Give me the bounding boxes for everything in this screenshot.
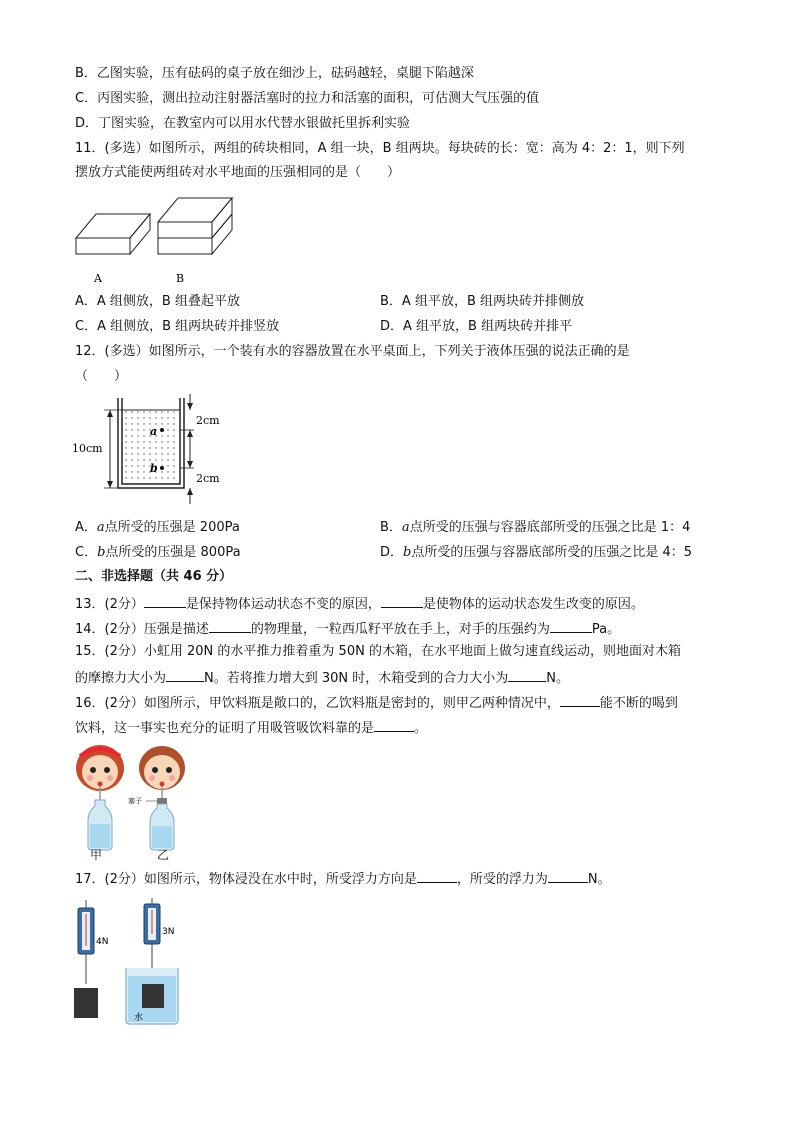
boy-drinking-illustration [128, 746, 185, 850]
q11-option-c: C．A 组侧放，B 组两块砖并排竖放 [75, 319, 280, 334]
container-figure [70, 392, 230, 512]
brick-label-b: B [176, 272, 185, 285]
point-a [160, 428, 164, 432]
point-a-label: a [150, 425, 158, 438]
q16-blank-1[interactable] [560, 692, 600, 707]
q16-blank-2[interactable] [374, 717, 414, 732]
q11-stem-line1: 11．(多选）如图所示，两组的砖块相同，A 组一块，B 组两块。每块砖的长：宽：高为 4：2：1，则下列 [75, 141, 685, 156]
q14-blank-2[interactable] [550, 618, 592, 633]
q12-option-c: C．b点所受的压强是 800Pa [75, 545, 241, 560]
point-b-label: b [150, 462, 158, 475]
spring-scale-figure [68, 896, 193, 1028]
q15-blank-1[interactable] [166, 667, 204, 682]
reading-left: 4N [96, 937, 109, 947]
q17-blank-1[interactable] [417, 868, 457, 883]
q10-option-d: D．丁图实验，在教室内可以用水代替水银做托里拆利实验 [75, 116, 411, 131]
brick-figure [72, 192, 242, 287]
drinking-figure [68, 740, 198, 865]
stopper-label: 塞子 [128, 797, 142, 805]
q12-stem-line2: （ ） [75, 369, 128, 384]
spring-scale-right [126, 898, 178, 1024]
q15-line2: 的摩擦力大小为 N。若将推力增大到 30N 时，木箱受到的合力大小为 N。 [75, 667, 569, 688]
reading-right: 3N [162, 927, 175, 937]
q14: 14．(2分）压强是描述 的物理量，一粒西瓜籽平放在手上，对手的压强约为 Pa。 [75, 618, 620, 639]
point-b [160, 466, 164, 470]
q12-option-a: A．a点所受的压强是 200Pa [75, 520, 240, 535]
q15-blank-2[interactable] [508, 667, 546, 682]
q10-option-c: C．丙图实验，测出拉动注射器活塞时的拉力和活塞的面积，可估测大气压强的值 [75, 91, 540, 106]
girl-drinking-illustration [76, 745, 124, 850]
q12-option-b: B．a点所受的压强与容器底部所受的压强之比是 1：4 [380, 520, 691, 535]
q13: 13．(2分） 是保持物体运动状态不变的原因， 是使物体的运动状态发生改变的原因。 [75, 593, 644, 614]
q11-option-a: A．A 组侧放，B 组叠起平放 [75, 294, 240, 309]
q10-option-b: B．乙图实验，压有砝码的桌子放在细沙上，砝码越轻，桌腿下陷越深 [75, 66, 474, 81]
bottom-depth-label: 2cm [196, 472, 220, 485]
brick-label-a: A [94, 272, 102, 285]
q11-option-b: B．A 组平放，B 组两块砖并排侧放 [380, 294, 584, 309]
q14-blank-1[interactable] [209, 618, 251, 633]
water-label: 水 [134, 1013, 144, 1023]
section-heading: 二、非选择题（共 46 分） [75, 569, 233, 584]
q17-blank-2[interactable] [548, 868, 588, 883]
brick-a [76, 214, 150, 238]
label-yi: 乙 [157, 848, 170, 862]
spring-scale-left [74, 900, 108, 1018]
q11-option-d: D．A 组平放，B 组两块砖并排平 [380, 319, 573, 334]
q12-option-d: D．b点所受的压强与容器底部所受的压强之比是 4：5 [380, 545, 693, 560]
height-label: 10cm [72, 442, 103, 455]
top-depth-label: 2cm [196, 414, 220, 427]
q17: 17．(2分）如图所示，物体浸没在水中时，所受浮力方向是 ，所受的浮力为 N。 [75, 868, 611, 889]
q13-blank-1[interactable] [144, 593, 186, 608]
brick-b-top [158, 198, 232, 222]
q12-stem-line1: 12．(多选）如图所示，一个装有水的容器放置在水平桌面上，下列关于液体压强的说法正确的是 [75, 344, 630, 359]
q16-line2: 饮料，这一事实也充分的证明了用吸管吸饮料靠的是 。 [75, 717, 427, 738]
label-jia: 甲 [90, 848, 103, 862]
q16-line1: 16．(2分）如图所示，甲饮料瓶是敞口的，乙饮料瓶是密封的，则甲乙两种情况中， 能不断的喝到 [75, 692, 678, 713]
q13-blank-2[interactable] [381, 593, 423, 608]
brick-b-bottom [158, 238, 212, 254]
q11-stem-line2: 摆放方式能使两组砖对水平地面的压强相同的是（ ） [75, 165, 401, 180]
q15-line1: 15．(2分）小虹用 20N 的水平推力推着重为 50N 的木箱，在水平地面上做匀速直线运动，则地面对木箱 [75, 644, 681, 659]
